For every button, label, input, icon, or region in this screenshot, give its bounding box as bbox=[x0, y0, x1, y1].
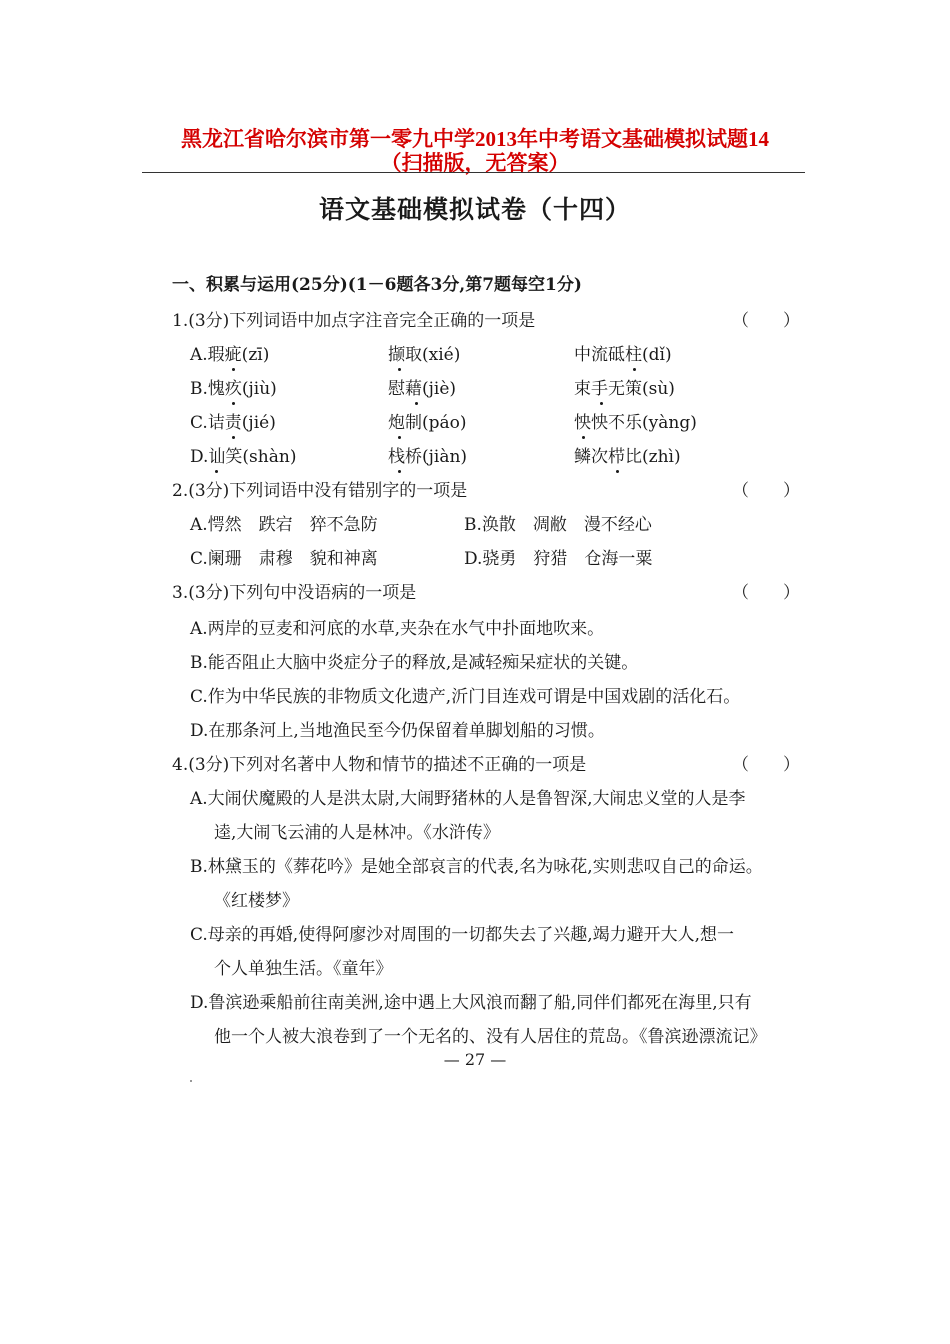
q1-option: 中流砥柱(dǐ) bbox=[574, 345, 672, 365]
emphasis-dot bbox=[616, 470, 619, 473]
scan-speck bbox=[190, 1080, 192, 1082]
q1-option: D.讪笑(shàn) bbox=[190, 447, 297, 467]
q1-option: 炮制(páo) bbox=[388, 413, 467, 433]
doc-title-line2: （扫描版，无答案） bbox=[380, 151, 570, 175]
answer-blank-3: （ ） bbox=[732, 583, 800, 603]
question-2-stem: 2.(3分)下列词语中没有错别字的一项是 bbox=[172, 481, 468, 501]
q1-option: 怏怏不乐(yàng) bbox=[574, 413, 697, 433]
q1-option: A.瑕疵(zī) bbox=[190, 345, 270, 365]
q1-option: C.诘责(jié) bbox=[190, 413, 276, 433]
q2-option: B.涣散 凋敝 漫不经心 bbox=[464, 515, 652, 535]
emphasis-dot bbox=[232, 402, 235, 405]
q4-option-line: C.母亲的再婚,使得阿廖沙对周围的一切都失去了兴趣,竭力避开大人,想一 bbox=[190, 925, 735, 945]
q2-option: A.愕然 跌宕 猝不急防 bbox=[190, 515, 378, 535]
q3-option: C.作为中华民族的非物质文化遗产,沂门目连戏可谓是中国戏剧的活化石。 bbox=[190, 687, 741, 707]
emphasis-dot bbox=[398, 436, 401, 439]
q4-option-line: 他一个人被大浪卷到了一个无名的、没有人居住的荒岛。《鲁滨逊漂流记》 bbox=[214, 1027, 767, 1047]
emphasis-dot bbox=[398, 368, 401, 371]
q4-option-line: A.大闹伏魔殿的人是洪太尉,大闹野猪林的人是鲁智深,大闹忠义堂的人是李 bbox=[190, 789, 746, 809]
paper-title: 语文基础模拟试卷（十四） bbox=[318, 195, 631, 224]
section-heading: 一、积累与运用(25分)(1－6题各3分,第7题每空1分) bbox=[172, 275, 582, 295]
emphasis-dot bbox=[633, 368, 636, 371]
question-4-stem: 4.(3分)下列对名著中人物和情节的描述不正确的一项是 bbox=[172, 755, 587, 775]
q1-option: 撷取(xié) bbox=[388, 345, 461, 365]
answer-blank-2: （ ） bbox=[732, 481, 800, 501]
q3-option: A.两岸的豆麦和河底的水草,夹杂在水气中扑面地吹来。 bbox=[190, 619, 605, 639]
q3-option: B.能否阻止大脑中炎症分子的释放,是减轻痴呆症状的关键。 bbox=[190, 653, 639, 673]
q1-option: 束手无策(sù) bbox=[574, 379, 675, 399]
emphasis-dot bbox=[600, 402, 603, 405]
q3-option: D.在那条河上,当地渔民至今仍保留着单脚划船的习惯。 bbox=[190, 721, 605, 741]
answer-blank-4: （ ） bbox=[732, 755, 800, 775]
q2-option: C.阑珊 肃穆 貌和神离 bbox=[190, 549, 378, 569]
q2-option: D.骁勇 狩猎 仓海一粟 bbox=[464, 549, 653, 569]
q1-option: 鳞次栉比(zhì) bbox=[574, 447, 681, 467]
question-3-stem: 3.(3分)下列句中没语病的一项是 bbox=[172, 583, 417, 603]
emphasis-dot bbox=[232, 436, 235, 439]
q1-option: 栈桥(jiàn) bbox=[388, 447, 468, 467]
q4-option-line: 个人单独生活。《童年》 bbox=[214, 959, 393, 979]
q4-option-line: 逵,大闹飞云浦的人是林冲。《水浒传》 bbox=[214, 823, 500, 843]
q1-option: B.愧疚(jiù) bbox=[190, 379, 277, 399]
q4-option-line: B.林黛玉的《葬花吟》是她全部哀言的代表,名为咏花,实则悲叹自己的命运。 bbox=[190, 857, 763, 877]
emphasis-dot bbox=[415, 402, 418, 405]
emphasis-dot bbox=[215, 470, 218, 473]
question-1-stem: 1.(3分)下列词语中加点字注音完全正确的一项是 bbox=[172, 311, 536, 331]
emphasis-dot bbox=[398, 470, 401, 473]
q4-option-line: D.鲁滨逊乘船前往南美洲,途中遇上大风浪而翻了船,同伴们都死在海里,只有 bbox=[190, 993, 752, 1013]
q4-option-line: 《红楼梦》 bbox=[214, 891, 299, 911]
q1-option: 慰藉(jiè) bbox=[388, 379, 457, 399]
page-number: — 27 — bbox=[443, 1050, 507, 1069]
header-divider bbox=[142, 172, 805, 173]
emphasis-dot bbox=[232, 368, 235, 371]
answer-blank-1: （ ） bbox=[732, 311, 800, 331]
doc-title-line1: 黑龙江省哈尔滨市第一零九中学2013年中考语文基础模拟试题14 bbox=[181, 127, 769, 151]
emphasis-dot bbox=[582, 436, 585, 439]
